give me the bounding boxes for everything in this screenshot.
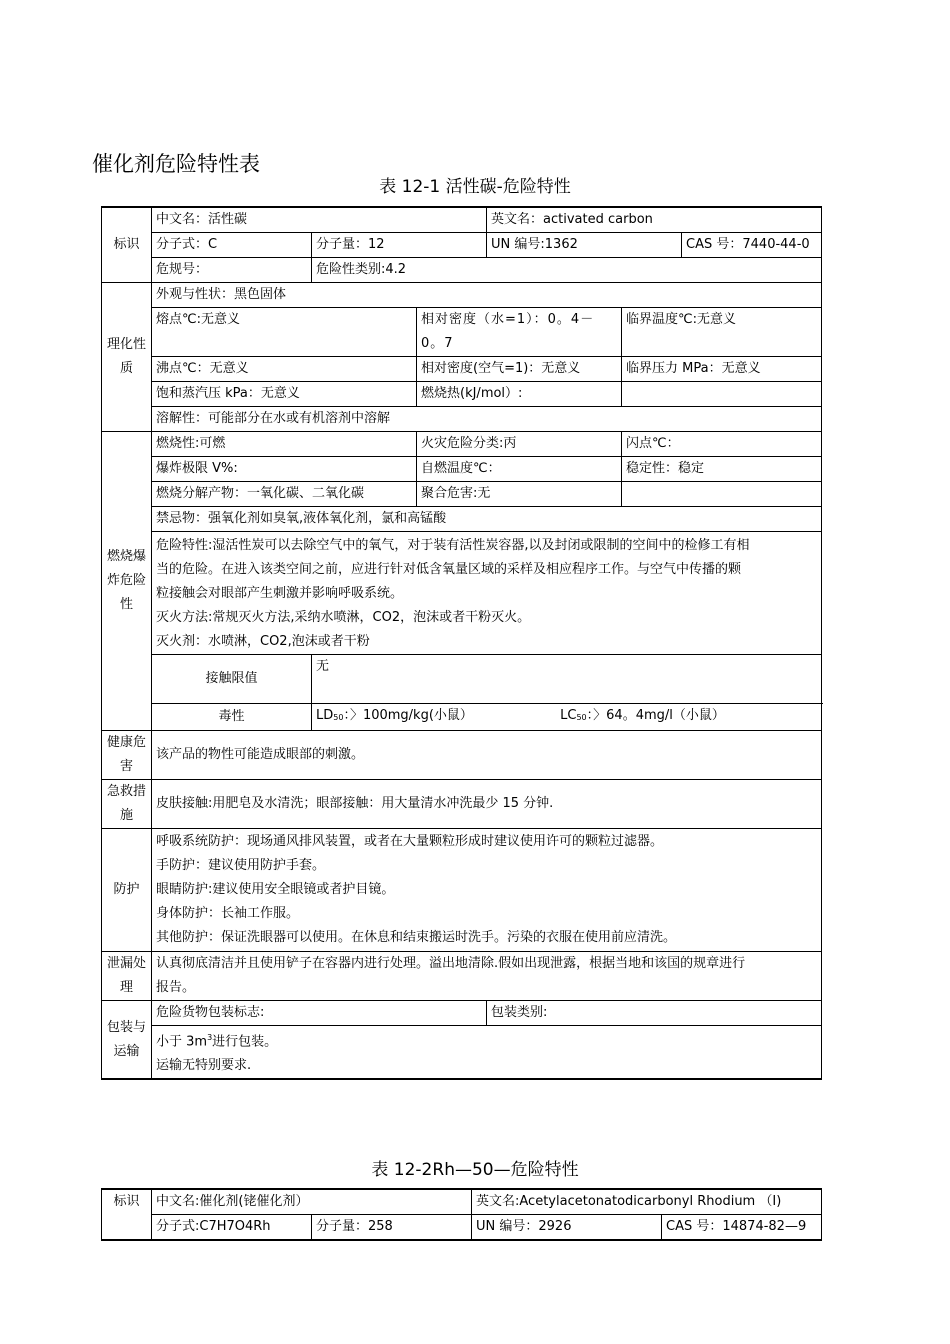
ld50: $LD_{50}$：〉100mg/kg(小鼠） [316, 708, 473, 723]
cn-name: 中文名：活性碳 [152, 207, 487, 233]
section-first-aid: 急救措施 [102, 780, 152, 829]
melting-point: 熔点℃:无意义 [152, 308, 417, 357]
explosion-limit: 爆炸极限 V%: [152, 457, 417, 482]
section-protection: 防护 [102, 829, 152, 952]
lc50: $LC_{50}$：〉64。4mg/l（小鼠） [560, 708, 725, 723]
cn-name: 中文名:催化剂(铑催化剂） [152, 1189, 472, 1215]
un-number: UN 编号:1362 [487, 233, 682, 258]
table1-caption: 表 12-1 活性碳-危险特性 [379, 177, 571, 197]
section-leak: 泄漏处理 [102, 952, 152, 1001]
en-name: 英文名：activated carbon [487, 207, 822, 233]
leak-line: 认真彻底清洁并且使用铲子在容器内进行处理。溢出地清除.假如出现泄露，根据当地和该国的规章进行 [156, 956, 746, 971]
hazard-line: 粒接触会对眼部产生刺激并影响呼吸系统。 [156, 586, 404, 601]
packaging-size: 小于 $3m^3$进行包装。 [156, 1033, 278, 1050]
critical-pressure: 临界压力 MPa：无意义 [622, 357, 822, 382]
hazard-class: 危险性类别:4.2 [312, 258, 822, 283]
un-number: UN 编号：2926 [472, 1215, 662, 1241]
table2-caption: 表 12-2Rh—50—危险特性 [371, 1160, 579, 1180]
empty-cell [622, 382, 822, 407]
hazard-characteristics [152, 532, 822, 655]
protection-line: 身体防护：长袖工作服。 [156, 906, 300, 921]
extinguish-agent: 灭火剂：水喷淋，CO2,泡沫或者干粉 [156, 634, 370, 649]
combustion-heat: 燃烧热(kJ/mol）: [417, 382, 622, 407]
stability: 稳定性：稳定 [622, 457, 822, 482]
hazard-table-activated-carbon [101, 206, 822, 1080]
section-identification: 标识 [102, 207, 152, 283]
incompatible-materials: 禁忌物：强氧化剂如臭氧,液体氧化剂，氯和高锰酸 [152, 507, 822, 532]
flash-point: 闪点℃： [622, 432, 822, 457]
section-fire-explosion: 燃烧爆炸危险性 [102, 432, 152, 731]
leak-line: 报告。 [156, 980, 196, 995]
flammability: 燃烧性:可燃 [152, 432, 417, 457]
formula: 分子式：C [152, 233, 312, 258]
extinguish-method: 灭火方法:常规灭火方法,采纳水喷淋，CO2，泡沫或者干粉灭火。 [156, 610, 531, 625]
en-name: 英文名:Acetylacetonatodicarbonyl Rhodium （I) [472, 1189, 822, 1215]
critical-temperature: 临界温度℃:无意义 [622, 308, 822, 357]
document-heading: 催化剂危险特性表 [92, 152, 260, 176]
toxicity-values [312, 704, 822, 731]
hazard-table-rh50 [101, 1188, 822, 1241]
cas-number: CAS 号：7440-44-0 [682, 233, 822, 258]
relative-density-air: 相对密度(空气=1)：无意义 [417, 357, 622, 382]
protection-text [152, 829, 822, 952]
vapor-pressure: 饱和蒸汽压 kPa：无意义 [152, 382, 417, 407]
molecular-weight: 分子量：258 [312, 1215, 472, 1241]
first-aid-text: 皮肤接触:用肥皂及水清洗；眼部接触：用大量清水冲洗最少 15 分钟. [152, 780, 822, 829]
autoignition-temperature: 自燃温度℃： [417, 457, 622, 482]
protection-line: 手防护：建议使用防护手套。 [156, 858, 326, 873]
protection-line: 眼睛防护:建议使用安全眼镜或者护目镜。 [156, 882, 395, 897]
transport-text: 运输无特别要求. [156, 1058, 252, 1074]
section-identification: 标识 [102, 1189, 152, 1240]
molecular-weight: 分子量：12 [312, 233, 487, 258]
fire-class: 火灾危险分类:丙 [417, 432, 622, 457]
protection-line: 其他防护：保证洗眼器可以使用。在休息和结束搬运时洗手。污染的衣服在使用前应清洗。 [156, 930, 677, 945]
cas-number: CAS 号：14874-82—9 [662, 1215, 822, 1241]
section-packaging: 包装与运输 [102, 1001, 152, 1080]
polymerization-hazard: 聚合危害:无 [417, 482, 622, 507]
leak-text [152, 952, 822, 1001]
packaging-mark: 危险货物包装标志: [152, 1001, 487, 1026]
hazard-line: 当的危险。在进入该类空间之前，应进行针对低含氧量区域的采样及相应程序工作。与空气中传播的颗 [156, 562, 742, 577]
solubility: 溶解性：可能部分在水或有机溶剂中溶解 [152, 407, 822, 432]
relative-density-water: 相对密度（水=1）：0。4－0。7 [417, 308, 622, 357]
empty-cell [622, 482, 822, 507]
hazard-number: 危规号： [152, 258, 312, 283]
formula: 分子式:C7H7O4Rh [152, 1215, 312, 1241]
contact-limit-value: 无 [312, 655, 822, 704]
packaging-category: 包装类别: [487, 1001, 822, 1026]
hazard-line: 危险特性:湿活性炭可以去除空气中的氧气，对于装有活性炭容器,以及封闭或限制的空间中的检修工有相 [156, 538, 750, 553]
section-physical: 理化性质 [102, 283, 152, 432]
protection-line: 呼吸系统防护：现场通风排风装置，或者在大量颗粒形成时建议使用许可的颗粒过滤器。 [156, 834, 664, 849]
appearance: 外观与性状：黑色固体 [152, 283, 822, 308]
section-toxicity: 毒性 [152, 704, 312, 731]
boiling-point: 沸点℃：无意义 [152, 357, 417, 382]
section-health-hazard: 健康危害 [102, 731, 152, 780]
packaging-text [152, 1026, 822, 1080]
decomposition-products: 燃烧分解产物：一氧化碳、二氧化碳 [152, 482, 417, 507]
section-contact-limit: 接触限值 [152, 655, 312, 704]
health-hazard-text: 该产品的物性可能造成眼部的刺激。 [152, 731, 822, 780]
